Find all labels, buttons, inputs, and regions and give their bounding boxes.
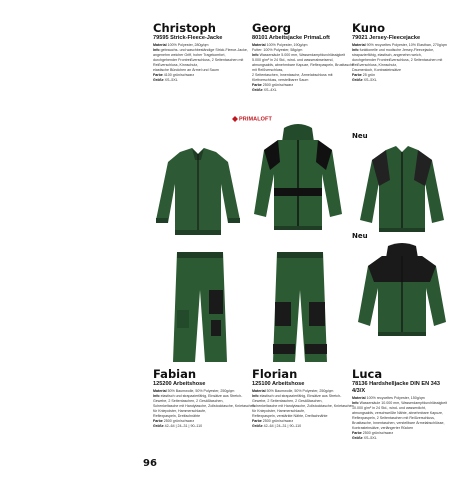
- description-label: Farbe: [252, 83, 262, 87]
- description-line: [352, 411, 454, 421]
- description-text: Daumenloch, Kontrasteinsätze: [352, 68, 401, 72]
- description-text: funktionelle und modische Jersey-Fleecejacke, strapazierfähig, elastisch, angenehm weich,: [352, 48, 435, 57]
- description-label: Größe: [352, 436, 363, 440]
- primaloft-mark-icon: [232, 116, 238, 122]
- product-description: [153, 389, 255, 429]
- description-text: 42–64 | 24–31 | 90–110: [163, 424, 203, 428]
- description-label: Material: [153, 389, 167, 393]
- kuno-jacket-image: [352, 140, 452, 238]
- description-label: Info: [352, 401, 359, 405]
- description-line: [352, 421, 454, 431]
- description-text: atmungsaktiv, abnehmbare Kapuze, Reflexpaspeln, Brusttasche mit Reißverschluss,: [252, 63, 355, 72]
- product-description: [352, 396, 454, 441]
- description-label: Info: [153, 394, 160, 398]
- product-fabian: [153, 368, 255, 429]
- product-name: Georg: [252, 21, 292, 35]
- description-label: Material: [352, 43, 366, 47]
- description-text: Wassersäule 5.000 mm, Wasserdampfdurchlässigkeit 5.000 g/m² in 24 Std., wind- und wasserabweisend,: [252, 53, 346, 62]
- description-text: 50% Baumwolle, 50% Polyester, 250g/qm: [166, 389, 235, 393]
- description-text: 2500 grün/schwarz: [261, 419, 294, 423]
- product-code: 79595 Strick-Fleece-Jacke: [153, 35, 223, 41]
- fabian-trousers-image: [155, 250, 245, 365]
- description-label: Farbe: [252, 419, 262, 423]
- description-text: 2500 grün/schwarz: [162, 419, 195, 423]
- description-text: 42–64 | 24–31 | 90–110: [262, 424, 302, 428]
- description-text: 100% recyceltes Polyester, 150g/qm: [365, 396, 425, 400]
- georg-jacket-image: [248, 122, 348, 237]
- description-text: Schenkeltasche mit Handytasche, Zollstocktasche, Knietaschen für Kniepolster, Hammerschlaufe,: [153, 404, 255, 413]
- description-label: Farbe: [153, 419, 163, 423]
- description-text: Schenkeltasche mit Handytasche, Zollstocktasche, Knietaschen für Kniepolster, Hammerschlaufe,: [252, 404, 354, 413]
- description-line: [352, 78, 454, 83]
- description-line: [153, 394, 255, 404]
- description-label: Material: [153, 43, 167, 47]
- product-name: Luca: [352, 367, 383, 381]
- description-line: [153, 48, 255, 58]
- product-description: [252, 389, 354, 429]
- description-line: [252, 394, 354, 404]
- description-line: [352, 58, 454, 68]
- product-kuno: [352, 22, 454, 83]
- description-text: XS–5XL: [163, 78, 178, 82]
- description-text: XS–4XL: [262, 88, 277, 92]
- description-text: 4100 grün/schwarz: [162, 73, 195, 77]
- description-label: Info: [153, 48, 160, 52]
- description-label: Material: [352, 396, 366, 400]
- description-text: 100% Polyester, 280g/qm: [166, 43, 209, 47]
- description-label: Farbe: [352, 73, 362, 77]
- description-label: Farbe: [153, 73, 163, 77]
- brand-logo-text: PRIMALOFT: [239, 116, 272, 123]
- description-text: elastische Bündchen an Ärmel und Saum: [153, 68, 219, 72]
- new-badge: Neu: [352, 232, 368, 240]
- description-text: Wassersäule 10.000 mm, Wasserdampfdurchlässigkeit 10.000 g/m² in 24 Std., wind- und wasserdicht,: [352, 401, 448, 410]
- description-text: durchgehender Frontreißverschluss, 2 Seitentaschen mit Reißverschluss, Kinnschutz,: [352, 58, 443, 67]
- product-code: 125200 Arbeitshose: [153, 381, 206, 387]
- description-text: Reflexpaspeln, verstärkte Nähte, Dreifachnähte: [252, 414, 328, 418]
- product-name: Fabian: [153, 367, 197, 381]
- product-florian: [252, 368, 354, 429]
- description-label: Größe: [252, 88, 263, 92]
- product-luca: [352, 368, 454, 441]
- description-line: [153, 424, 255, 429]
- description-line: [153, 78, 255, 83]
- description-label: Info: [252, 53, 259, 57]
- product-name: Christoph: [153, 21, 216, 35]
- product-description: [252, 43, 354, 93]
- christoph-jacket-image: [148, 140, 248, 240]
- description-text: gebrauchs- und waschbeständige Strick-Fleece-Jacke, angenehm weicher Griff, hoher Tragekomfort,: [153, 48, 248, 57]
- product-description: [352, 43, 454, 83]
- description-label: Info: [352, 48, 359, 52]
- product-code: 80101 Arbeitsjacke PrimaLoft: [252, 35, 330, 41]
- product-description: [153, 43, 255, 83]
- description-label: Info: [252, 394, 259, 398]
- description-label: Farbe: [352, 431, 362, 435]
- description-text: elastisch und strapazierfähig, Einsätze aus Stretch-Gewebe, 2 Seitentaschen, 2 Gesäßtaschen,: [252, 394, 342, 403]
- description-text: XS–5XL: [362, 436, 377, 440]
- description-text: Futter: 100% Polyester, 58g/qm: [252, 48, 303, 52]
- description-line: [252, 63, 354, 73]
- description-text: 25 grün: [361, 73, 375, 77]
- description-line: [153, 404, 255, 414]
- description-line: [352, 48, 454, 58]
- description-text: Reflexpaspeln, Dreifachnähte: [153, 414, 201, 418]
- description-text: 2 Seitentaschen, Innentasche, Ärmelabschluss mit Klettverschluss, verstellbarer Saum: [252, 73, 333, 82]
- description-line: [352, 401, 454, 411]
- product-name: Florian: [252, 367, 298, 381]
- description-label: Größe: [252, 424, 263, 428]
- description-line: [153, 58, 255, 68]
- description-label: Material: [252, 43, 266, 47]
- florian-trousers-image: [255, 250, 345, 365]
- description-label: Material: [252, 389, 266, 393]
- page-number: 96: [143, 458, 157, 469]
- new-badge: Neu: [352, 132, 368, 140]
- description-text: elastisch und strapazierfähig, Einsätze aus Stretch-Gewebe, 2 Seitentaschen, 2 Gesäßtaschen,: [153, 394, 243, 403]
- product-code: 78136 Hardshelljacke DIN EN 343 4/3/X: [352, 381, 440, 394]
- product-georg: [252, 22, 354, 93]
- description-text: XS–5XL: [362, 78, 377, 82]
- description-line: [252, 53, 354, 63]
- description-text: durchgehender Frontreißverschluss, 2 Seitentaschen mit Reißverschluss, Kinnschutz,: [153, 58, 244, 67]
- description-label: Größe: [153, 78, 164, 82]
- description-text: atmungsaktiv, verschweißte Nähte, abnehmbare Kapuze, Reflexpaspeln, 2 Seitentaschen mit Reißverschluss,: [352, 411, 444, 420]
- description-text: 2500 grün/schwarz: [361, 431, 394, 435]
- description-line: [252, 73, 354, 83]
- luca-jacket-image: [352, 242, 452, 342]
- product-name: Kuno: [352, 21, 385, 35]
- description-label: Größe: [153, 424, 164, 428]
- product-code: 125100 Arbeitshose: [252, 381, 305, 387]
- description-label: Größe: [352, 78, 363, 82]
- description-line: [252, 88, 354, 93]
- description-text: 100% Polyester, 190g/qm: [265, 43, 308, 47]
- description-text: 90% recyceltes Polyester, 10% Elasthan, 270g/qm: [365, 43, 447, 47]
- description-line: [252, 404, 354, 414]
- product-code: 79021 Jersey-Fleecejacke: [352, 35, 421, 41]
- description-text: 50% Baumwolle, 50% Polyester, 250g/qm: [265, 389, 334, 393]
- description-text: 2500 grün/schwarz: [261, 83, 294, 87]
- description-text: Brusttasche, Innentaschen, verstellbare Ärmelabschlüsse, Kontrasteinsätze, verlängerter Rücken: [352, 421, 445, 430]
- description-line: [352, 436, 454, 441]
- product-christoph: [153, 22, 255, 83]
- description-line: [252, 424, 354, 429]
